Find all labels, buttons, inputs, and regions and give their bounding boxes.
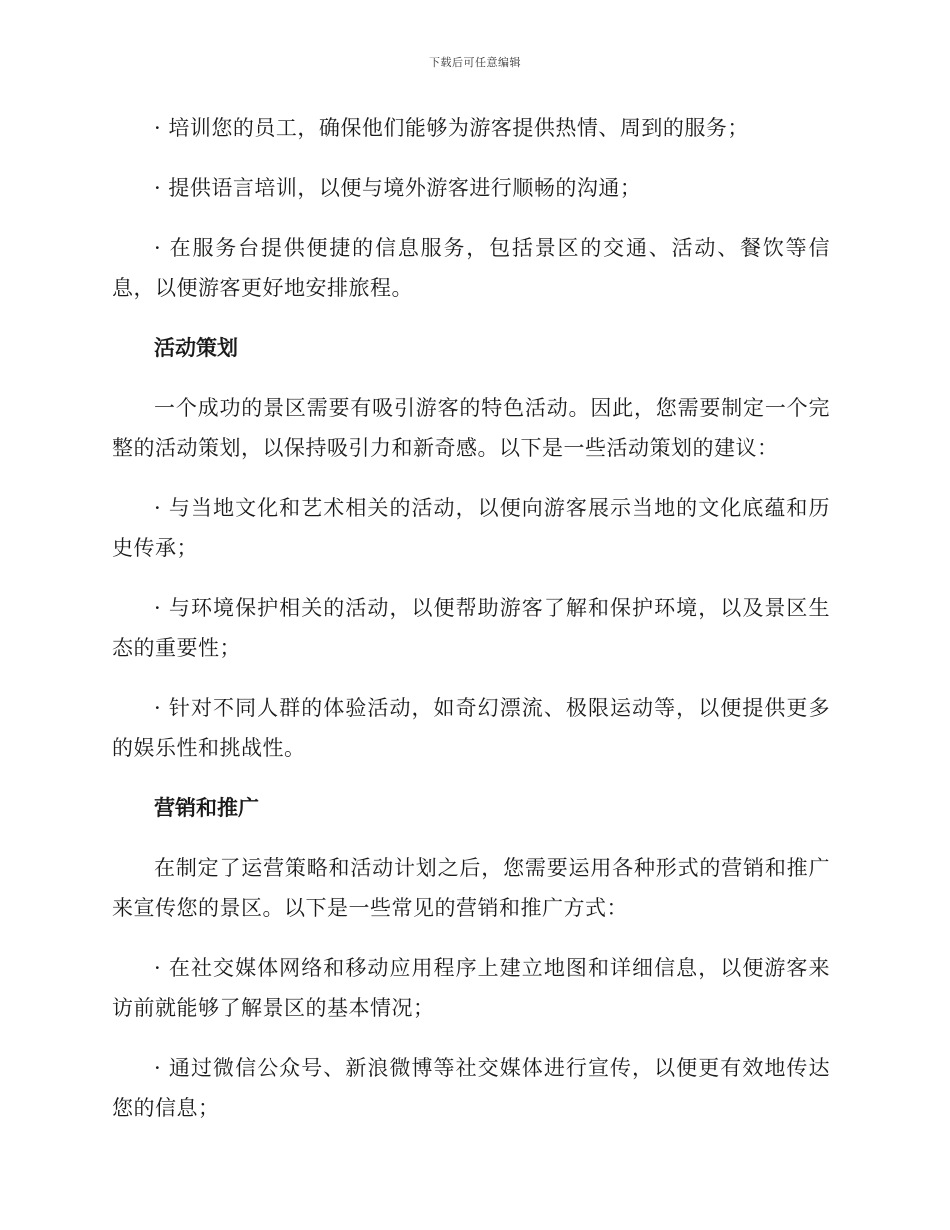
bullet-experience-activities: · 针对不同人群的体验活动，如奇幻漂流、极限运动等，以便提供更多的娱乐性和挑战性。 <box>112 696 830 760</box>
bullet-social-maps: · 在社交媒体网络和移动应用程序上建立地图和详细信息，以便游客来访前就能够了解景区的基本情况； <box>112 956 830 1020</box>
bullet-staff-training: · 培训您的员工，确保他们能够为游客提供热情、周到的服务； <box>154 116 749 140</box>
bullet-wechat-weibo: · 通过微信公众号、新浪微博等社交媒体进行宣传，以便更有效地传达您的信息； <box>112 1056 830 1120</box>
page-header-note: 下载后可任意编辑 <box>429 56 521 69</box>
marketing-intro: 在制定了运营策略和活动计划之后，您需要运用各种形式的营销和推广来宣传您的景区。以下是一些常见的营销和推广方式： <box>112 856 830 920</box>
section-heading-marketing: 营销和推广 <box>154 796 259 820</box>
bullet-environment-activities: · 与环境保护相关的活动，以便帮助游客了解和保护环境，以及景区生态的重要性； <box>112 596 830 660</box>
activity-planning-intro: 一个成功的景区需要有吸引游客的特色活动。因此，您需要制定一个完整的活动策划，以保持吸引力和新奇感。以下是一些活动策划的建议： <box>112 396 830 460</box>
document-body <box>112 108 830 1148</box>
section-heading-activity-planning: 活动策划 <box>154 336 238 360</box>
bullet-info-service: · 在服务台提供便捷的信息服务，包括景区的交通、活动、餐饮等信息，以便游客更好地安排旅程。 <box>112 236 830 300</box>
bullet-culture-activities: · 与当地文化和艺术相关的活动，以便向游客展示当地的文化底蕴和历史传承； <box>112 496 830 560</box>
bullet-language-training: · 提供语言培训，以便与境外游客进行顺畅的沟通； <box>154 176 642 200</box>
